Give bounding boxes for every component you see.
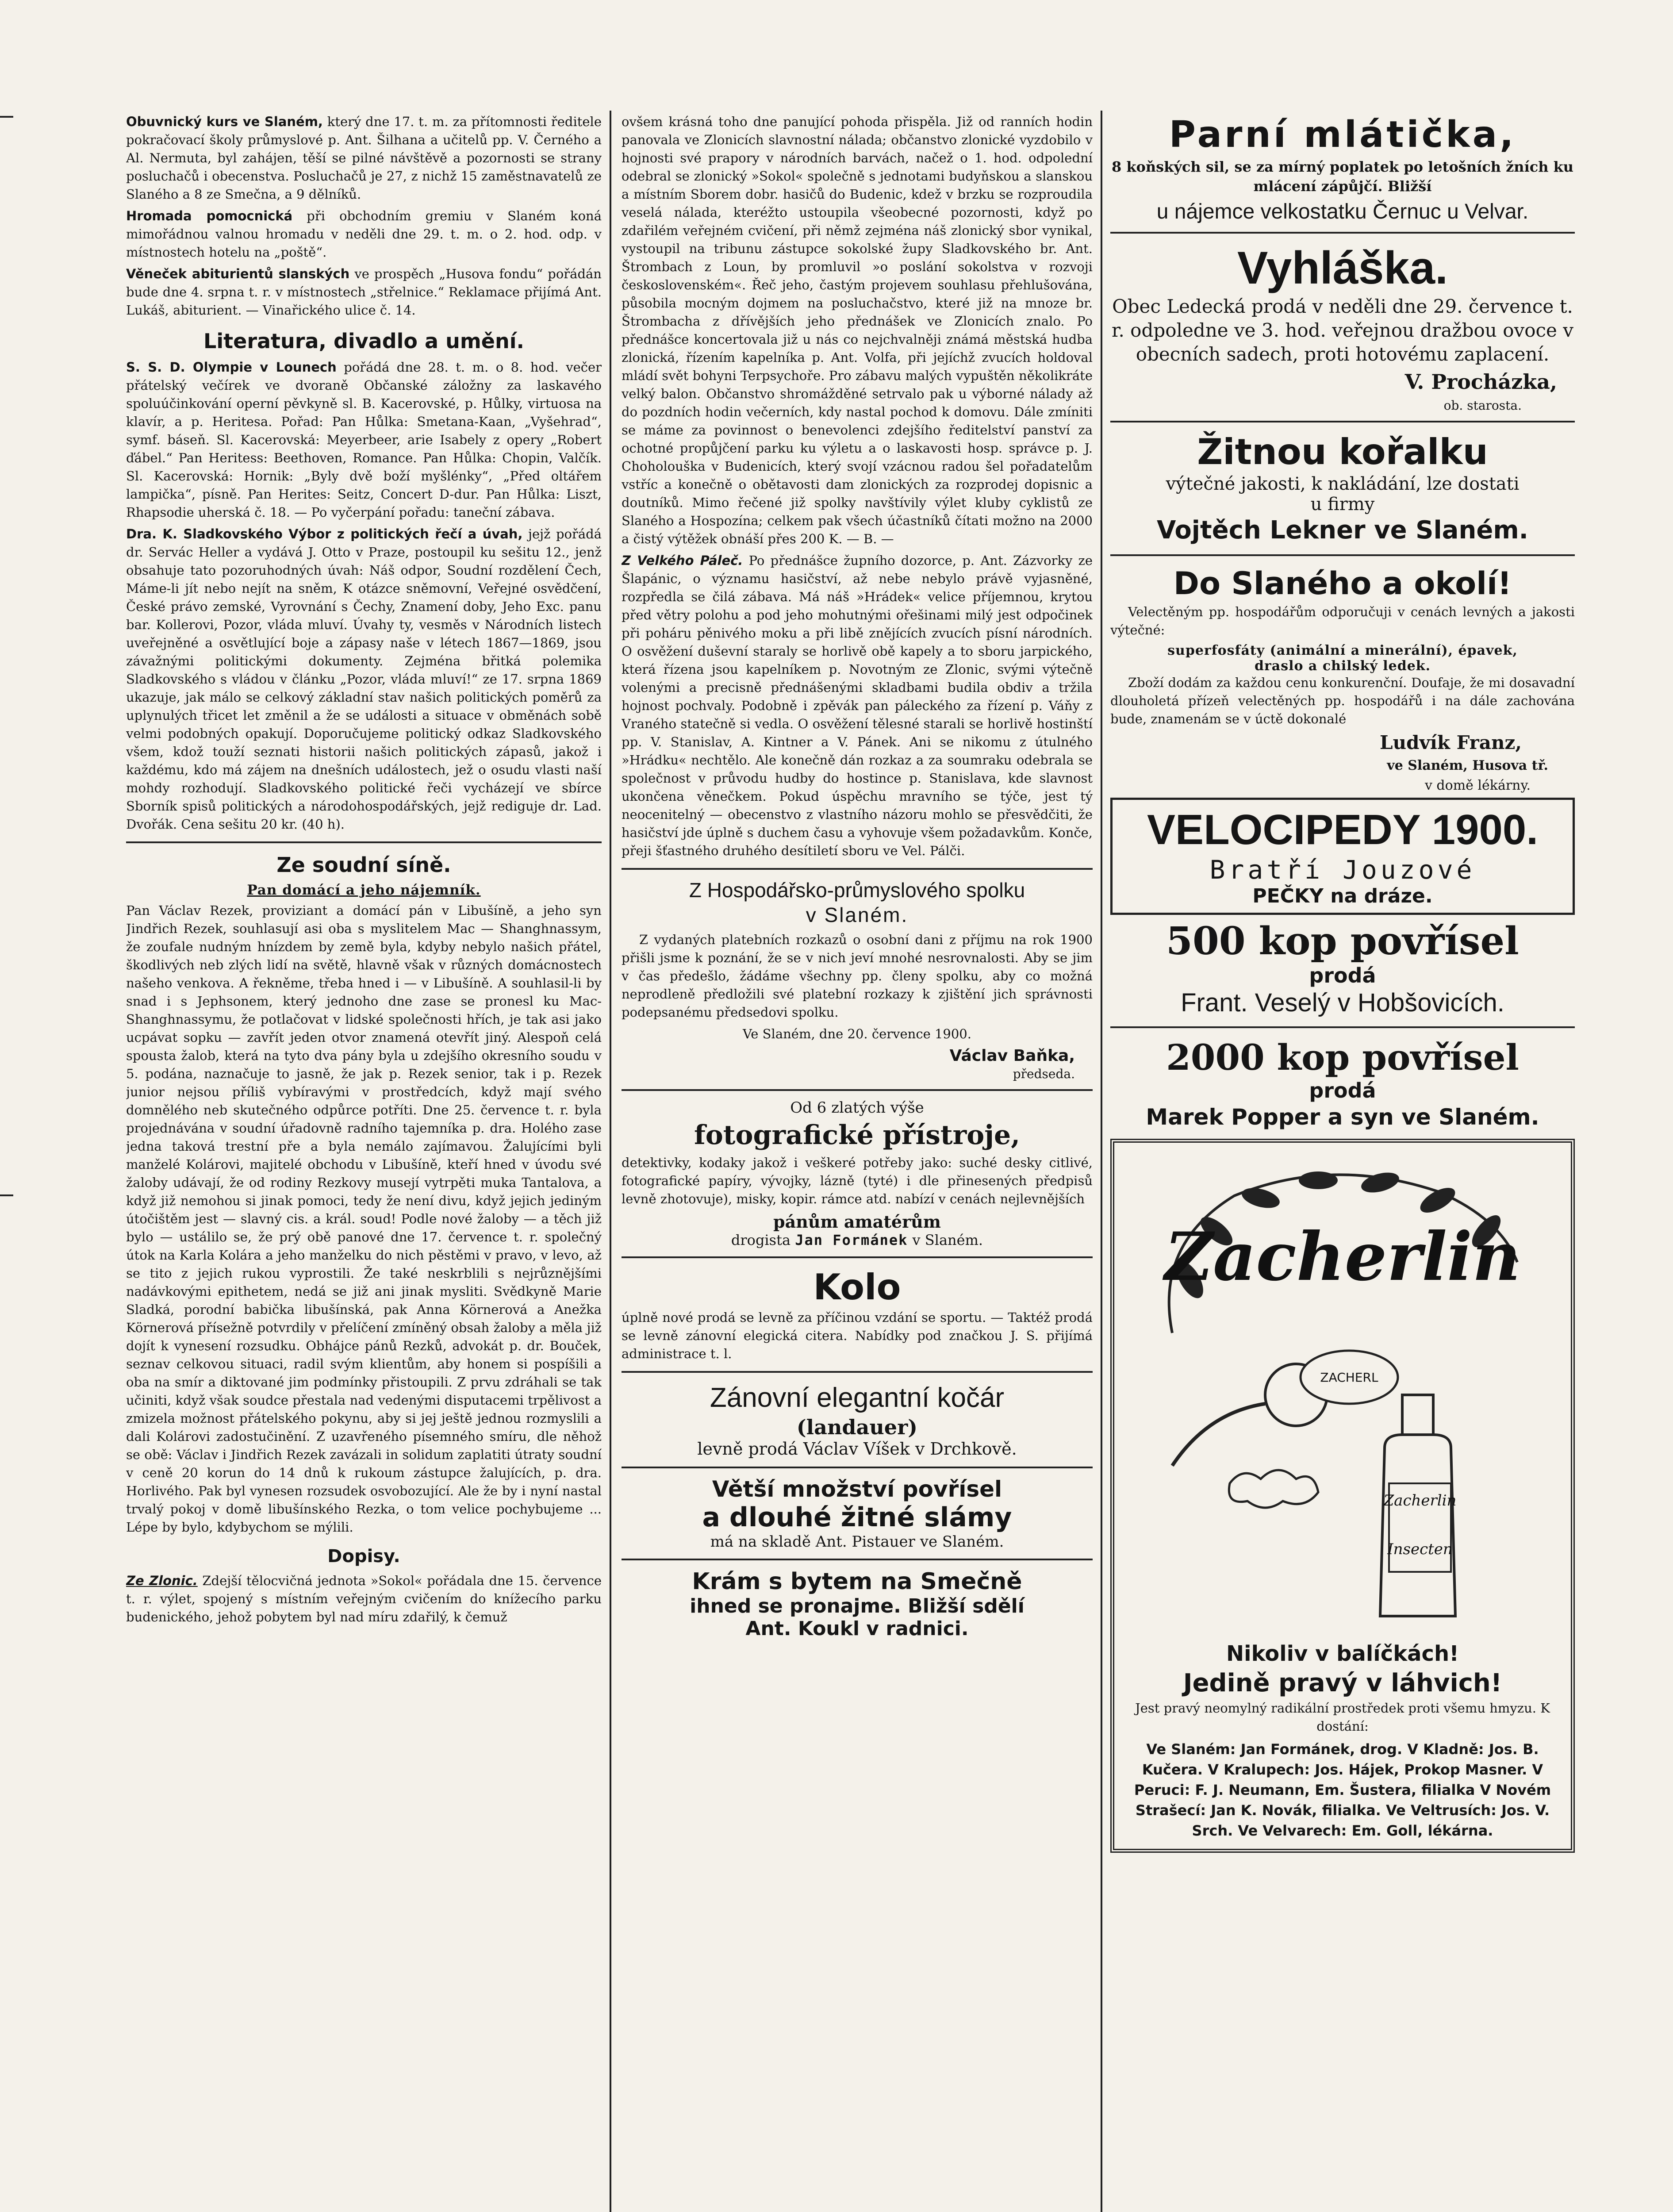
notice-title: v Slaném. — [806, 903, 909, 926]
ad-divider — [622, 1559, 1093, 1560]
ad-title: Vyhláška. — [1237, 242, 1448, 294]
ad-line: ihned se pronajme. Bližší sdělí — [690, 1595, 1025, 1617]
ad-line: prodá — [1309, 964, 1376, 987]
article-paragraph — [126, 525, 602, 833]
ad-line: u firmy — [1310, 494, 1375, 515]
ad-title: 500 kop povřísel — [1166, 919, 1519, 964]
notice-signer: V. Procházka, — [1404, 370, 1557, 394]
article-paragraph — [126, 358, 602, 522]
ad-povrisel — [622, 1476, 1093, 1551]
section-title-literature: Literatura, divadlo a umění. — [203, 329, 524, 353]
wreath-leaf — [1239, 1184, 1282, 1211]
literature-section — [126, 358, 602, 833]
column-rule — [610, 111, 611, 2212]
column-right — [1110, 113, 1575, 2212]
ad-firm: Vojtěch Lekner ve Slaném. — [1157, 516, 1528, 545]
article-lead: Dra. K. Sladkovského Výbor z politických řečí a úvah, — [126, 526, 523, 541]
ad-kocar — [622, 1381, 1093, 1459]
article-text: Zdejší tělocvičná jednota »Sokol« pořádala dne 15. července t. r. výlet, spojený s místním veřejným cvičením do knížecího parku budenického, jehož pobytem byl nad míru zdařilý, k čemuž — [126, 1573, 602, 1624]
wreath-leaf — [1359, 1169, 1401, 1196]
article-lead: Z Velkého Páleč. — [622, 553, 743, 568]
news-text: při obchodním gremiu v Slaném koná mimořádnou valnou hromadu v neděli dne 29. t. m. o 2. hod. odp. v místnostech hotelu na „poště“. — [126, 208, 602, 260]
ad-title: Krám s bytem na Smečně — [692, 1568, 1022, 1595]
ad-line: Nikoliv v balíčkách! — [1226, 1641, 1459, 1666]
notice-role: ob. starosta. — [1443, 398, 1522, 413]
ad-title: Kolo — [813, 1267, 901, 1308]
ad-text: Obec Ledecká prodá v neděli dne 29. července t. r. odpoledne ve 3. hod. veřejnou dražbou ovoce v obecních sadech, proti hotovému zaplacení. — [1112, 296, 1573, 365]
news-text: ve prospěch „Husova fondu“ pořádán bude dne 4. srpna t. r. v místnostech „střelnice.“ Reklamace přijímá Ant. Lukáš, abiturient. — Vinařického ulice č. 14. — [126, 266, 602, 318]
notice-role: předseda. — [1013, 1067, 1075, 1081]
ad-line: Ant. Koukl v radnici. — [745, 1617, 969, 1640]
ad-title: Žitnou kořalku — [1197, 431, 1488, 472]
ad-title: Parní mlátička, — [1169, 114, 1516, 156]
ad-address: v domě lékárny. — [1424, 778, 1531, 793]
ad-text: v Slaném. — [912, 1232, 983, 1248]
ad-line: Od 6 zlatých výše — [790, 1099, 924, 1117]
ad-firm: Marek Popper a syn ve Slaném. — [1146, 1104, 1539, 1130]
ad-title: Do Slaného a okolí! — [1173, 565, 1512, 602]
article-lead: S. S. D. Olympie v Lounech — [126, 360, 337, 375]
ad-address: ve Slaném, Husova tř. — [1387, 758, 1548, 773]
ad-divider — [622, 1089, 1093, 1091]
bottle-label-text: Zacherlin — [1383, 1492, 1457, 1509]
section-title-letters: Dopisy. — [327, 1546, 400, 1567]
ad-firm: Jan Formánek — [795, 1232, 908, 1248]
wreath-leaf — [1299, 1171, 1338, 1189]
notice-spolek — [622, 878, 1093, 1081]
article-text: pořádá dne 28. t. m. o 8. hod. večer přátelský večírek ve dvoraně Občanské záložny za laskavého spoluúčinkování operní pěvkyně sl. B. Kacerovské, p. Hůlky, virtuosa na klavír, a p. Heritesa. Pořad: Pan Hůlka: Smetana-Kaan, „Vyšehrad“, symf. báseň. Sl. Kacerovská: Meyerbeer, arie Isabely z opery „Robert ďábel.“ Pan Heritess: Beethoven, Romance. Pan Hůlka: Chopin, Valčík. Sl. Kacerovská: Hornik: „Byly dvě boží myšlénky“, „Před oltářem lampička“, písně. Pan Herites: Seitz, Concert D-dur. Pan Hůlka: Liszt, Rhapsodie uherská č. 18. — Po vyčerpání pořadu: taneční zábava. — [126, 360, 602, 520]
section-title-court: Ze soudní síně. — [276, 853, 451, 877]
ad-zacherlin — [1110, 1139, 1575, 1853]
news-lead: Obuvnický kurs ve Slaném, — [126, 114, 323, 129]
ad-divider — [622, 1467, 1093, 1468]
notice-signer: Václav Baňka, — [949, 1047, 1075, 1065]
notice-dateline: Ve Slaném, dne 20. července 1900. — [743, 1026, 971, 1041]
article-paragraph — [622, 552, 1093, 860]
notice-text: Z vydaných platebních rozkazů o osobní dani z příjmu na rok 1900 přišli jsme k poznání, že se v nich jeví mnohé nesrovnalosti. Aby se jim v čas předešlo, žádáme všechny pp. členy spolku, aby co možná neprodleně předložili své platební rozkazy k zjištění jich správnosti podepsanému předsedovi spolku. — [622, 932, 1093, 1020]
article-subtitle: Pan domácí a jeho nájemník. — [247, 882, 481, 898]
ad-text: Velectěným pp. hospodářům odporučuji v cenách levných a jakosti výtečné: — [1110, 604, 1575, 637]
ad-firm: Bratří Jouzové — [1209, 855, 1476, 885]
ad-goods: superfosfáty (animální a minerální), épavek, — [1167, 643, 1518, 658]
spray-cloud — [1229, 1470, 1318, 1508]
ad-text: úplně nové prodá se levně za příčinou vzdání se sportu. — Taktéž prodá se levně zánovní elegická citera. Nabídky pod značkou J. S. přijímá administrace t. l. — [622, 1310, 1093, 1361]
ad-signer: Ludvík Franz, — [1380, 732, 1522, 753]
ad-divider — [1110, 232, 1575, 234]
court-section — [126, 902, 602, 1536]
ad-text: detektivky, kodaky jakož i veškeré potřeby jako: suché desky citlivé, fotografické papíry, vývojky, lázně (tyté) i dle přinesených předpisů levně zhotovuje), misky, kopir. rámce atd. nabízí v cenách nejlevnějších — [622, 1155, 1093, 1206]
ad-title: 2000 kop povřísel — [1166, 1037, 1519, 1078]
article-text: Po přednášce župního dozorce, p. Ant. Zázvorky ze Šlapánic, o významu hasičství, až nebe nebylo právě vyjasněné, rozpředla se čilá zábava. Má náš »Hrádek« velice příjemnou, krytou před větry polohu a pod jeho mohutnými ořešinami milý jest odpočinek při poháru pěnivého moku a při libě znějících zvucích písní národních. O osvěžení duševní staraly se horlivě obě kapely a to sboru jarpického, která řízena jsou kapelníkem p. Novotným ze Zlonic, svými výtečně volenými a precisně přednášenými skladbami budila obdiv a tržila hojnost pochvaly. Podobně i zpěvák pan páleckého za řízení p. Váňy z Vraného statečně si vedla. O osvěžení tělesné starali se horlivě hostinští pp. V. Stanislav, A. Kintner a V. Pánek. Ani se nikomu z útulného »Hrádku« nechtělo. Ale konečně dán rozkaz a za soumraku odebrala se společnost v průvodu hudby do hostince p. Stanislava, kde slavnost ukončena věnečkem. Pokud úspěchu mravního se týče, jest tý neocenitelný — obecenstvo z vlastního názoru mohlo se přesvědčiti, že hasičství jde úplně s duchem času a vyhovuje všem požadavkům. Konče, přeji šťastného druhého desítiletí sboru ve Vel. Pálči. — [622, 553, 1093, 858]
letters-continued — [622, 113, 1093, 860]
local-news — [126, 113, 602, 319]
notice-title: Z Hospodářsko-průmyslového spolku — [689, 879, 1025, 902]
ad-line: levně prodá Václav Víšek v Drchkově. — [697, 1439, 1017, 1459]
ad-kolo — [622, 1266, 1093, 1363]
article-text: jejž pořádá dr. Servác Heller a vydává J. Otto v Praze, postoupil ku sešitu 12., jenž obsahuje tato pozoruhodných úvah: Náš odpor, Soudní rozdělení Čech, Máme-li jít nebo nejít na sněm, K otázce sněmovní, Veřejné osvědčení, České právo zemské, Vyrovnání s Čechy, Znamení doby, Jeho Exc. panu bar. Kollerovi, Pozor, vláda mluví. Úvahy ty, vesměs v Národních listech uveřejněné a osvětlující boje a zápasy naše v létech 1867—1869, jsou závažnými politickými dokumenty. Zejména břitká polemika Sladkovského s vládou v článku „Pozor, vláda mluví!“ ze 17. srpna 1869 ukazuje, jak málo se celkový základní stav našich politických poměrů za uplynulých třicet let změnil a že se události a situace v obměnách sobě velmi podobných opakují. Doporučujeme politický odkaz Sladkovského všem, kdož touží seznati historii našich politických zápasů, jakož i každému, kdo má zájem na dnešních událostech, jež o osudu vlasti naší mohdy rozhodují. Sladkovského politické řeči vycházejí ve sbírce Sborník spisů politických a národohospodářských, jejž rediguje dr. Lad. Dvořák. Cena sešitu 20 kr. (40 h). — [126, 526, 602, 832]
ad-title: Větší množství povřísel — [712, 1476, 1002, 1502]
news-item — [126, 113, 602, 204]
ad-vesely — [1110, 919, 1575, 1018]
hand-arm — [1172, 1404, 1265, 1466]
ad-text: Zboží dodám za každou cenu konkurenční. Doufaje, že mi dosavadní dlouholetá přízeň velectěných pp. hospodářů i na dále zachována bude, znamenám se v úctě dokonalé — [1110, 675, 1575, 726]
ad-divider — [1110, 421, 1575, 422]
zacherlin-brand: Zacherlin — [1164, 1218, 1521, 1296]
ad-goods: draslo a chilský ledek. — [1254, 658, 1431, 674]
ad-line: prodá — [1309, 1079, 1376, 1102]
ad-line: u nájemce velkostatku Černuc u Velvar. — [1156, 200, 1529, 223]
ad-title: VELOCIPEDY 1900. — [1147, 806, 1538, 853]
ad-line: má na skladě Ant. Pistauer ve Slaném. — [710, 1533, 1004, 1551]
ad-title: a dlouhé žitné slámy — [702, 1502, 1012, 1533]
ad-line: (landauer) — [796, 1415, 918, 1439]
ad-title: fotografické přístroje, — [694, 1120, 1021, 1151]
ad-dealers: Ve Slaném: Jan Formánek, drog. V Kladně: Jos. B. Kučera. V Kralupech: Jos. Hájek, Prokop Masner. V Peruci: F. J. Neumann, Em. Šustera, filialka V Novém Strašecí: Jan K. Novák, filialka. Ve Veltrusích: Jos. V. Srch. Ve Velvarech: Em. Goll, lékárna. — [1134, 1741, 1551, 1839]
news-text: který dne 17. t. m. za přítomnosti ředitele pokračovací školy průmyslové p. Ant. Šilhana a učitelů pp. V. Černého a Al. Nermuta, byl zahájen, těší se pilné návštěvě a pozornosti se strany posluchačů i obecenstva. Posluchačů je 27, z nichž 15 zaměstnavatelů ze Slaného a 8 ze Smečna, a 9 dělníků. — [126, 114, 602, 202]
ad-title: Zánovní elegantní kočár — [710, 1382, 1005, 1413]
ad-vyhlaska — [1110, 242, 1575, 413]
article-text: Pan Václav Rezek, proviziant a domácí pán v Libušíně, a jeho syn Jindřich Rezek, souhlasují asi oba s myslitelem Mac — Shanghnassym, že zoufale nudným hnízdem by země byla, kdyby nebylo našich přátel, škodlivých neb zlých lidí na světě, hlavně však v různých domácnostech našeho venkova. A řekněme, třeba hned i — v Libušíně. A souhlasil-li by snad i s Jephsonem, který jednoho dne zase se pronesl ku Mac-Shanghnassymu, že potlačovat v lidské společnosti hřích, je tak asi jako ucpávat sopku — zavřít jeden otvor znamená otevřít jiný. Alespoň celá spousta žalob, která na tyto dva pány byla u zdejšího okresního soudu v 5. podána, naznačuje to jasně, že jak p. Rezek senior, tak i p. Rezek junior nejsou příliš vybíravými v prostředcích, když mají svého domnělého neb skutečného odpůrce potříti. Dne 25. července t. r. byla projednávána v soudní úřadovně radního tajemníka p. dra. Holého zase jedna taková trestní pře a byla nemálo zajímavou. Žalujícími byli manželé Kolárovi, majitelé obchodu v Libušíně, kteří hned v úvodu své žaloby udávají, že od rodiny Rezkovy musejí vytrpěti muka Tantalova, a když již nemohou si jinak pomoci, tedy že není divu, když jejich jediným útočištěm jest — slavný cis. a král. soud! Podle nové žaloby — a těch již bylo — ustálilo se, že prý obě panové dne 17. července t. r. společný útok na Karla Kolára a jeho manželku do nich pěstěmi v pravo, v levo, až se tito z jejich rukou vyprostili. Že také neskrblili s nejrůznějšími nadávkovými epithetem, nedá se již ani jinak mysliti. Svědkyně Marie Sladká, porodní babička libušínská, pak Anna Körnerová a Anežka Körnerová přísežně potvrdily v přelíčení zmíněný obsah žaloby a měla již dojít k vynesení rozsudku. Obhájce pánů Rezků, advokát p. dr. Bouček, seznav celkovou situaci, radil svým klientům, aby honem si pospíšili a oba na smír a diktované jim podmínky přistoupili. Z prvu zdráhali se tak učiniti, když však soudce přestala nad vedenými disputacemi trpělivost a zmizela možnost přátelského pokynu, aby si jej ještě jednou rozmyslili a dali Kolárovi zadostučinění. Z uzavřeného písemného smíru, dle něhož se obě: Václav i Jindřich Rezek zavázali in solidum zaplatiti útraty soudní v ceně 20 korun do 14 dnů k rukoum zástupce žalujících, p. dra. Horlivého. Pak byl vynesen rozsudek osvobozující. Ale že by i nyní nastal trvalý pokoj v domě libušínského Rezka, o tom velice pochybujeme ... Lépe by bylo, kdybychom se mýlili. — [126, 903, 602, 1535]
column-left — [126, 113, 602, 2212]
ad-divider — [622, 1256, 1093, 1258]
column-rule — [1101, 111, 1102, 2212]
ad-text: Jest pravý neomylný radikální prostředek proti všemu hmyzu. K dostání: — [1135, 1701, 1550, 1734]
section-divider — [622, 868, 1093, 870]
ad-velocipedy — [1110, 798, 1575, 915]
news-lead: Věneček abiturientů slanských — [126, 266, 350, 281]
ad-popper — [1110, 1036, 1575, 1132]
ad-divider — [1110, 1026, 1575, 1028]
news-item — [126, 265, 602, 319]
zacherlin-illustration — [1119, 1147, 1566, 1638]
bottle-label-text: Insecten — [1387, 1540, 1453, 1558]
ad-line: pánům amatérům — [773, 1212, 941, 1232]
ad-title: Jedině pravý v láhvich! — [1183, 1669, 1502, 1697]
column-middle — [622, 113, 1093, 2212]
ad-line: výtečné jakosti, k nakládání, lze dostati — [1166, 474, 1520, 494]
brand-oval-text: ZACHERL — [1320, 1370, 1378, 1385]
ad-franz — [1110, 564, 1575, 793]
ad-foto — [622, 1099, 1093, 1248]
ad-mlaticka — [1110, 113, 1575, 224]
ad-line: PEČKY na dráze. — [1252, 885, 1433, 907]
article-text: ovšem krásná toho dne panující pohoda přispěla. Již od ranních hodin panovala ve Zlonicích slavnostní nálada; občanstvo zlonické vyzdobilo v hojnosti své prapory v národních barvách, načež o 1. hod. odpolední odebral se zlonický »Sokol« společně s jednotami budyňskou a slanskou a místním Sborem dobr. hasičů do Budenic, kdež v brzku se rozproudila veselá nálada, kteréžto ustoupila všeobecné pozornosti, když po zdařilém veřejném cvičení, při němž zejména náš zlonický sbor vynikal, vystoupil na tribunu zástupce sokolské župy Sladkovského br. Ant. Štrombach z Loun, by promluvil »o poslání sokolstva v rozvoji československém«. Řeč jeho, častým projevem souhlasu přehlušována, působila mocným dojmem na posluchačstvo, které již na mnoze br. Štrombacha z dřívějších jeho přednášek ve Zlonicích znalo. Po přednášce koncertovala již u nás co nejchvalněji známá městská hudba zlonická, řízením kapelníka p. Ant. Volfa, při jejíchž zvucích holdoval mládí svět bohyni Terpsychoře. Pro zábavu malých vypuštěn několikráte velký balon. Občanstvo shromážděné setrvalo pak u výborné nálady až do pozdních hodin večerních, kdy nastal pochod k domovu. Dále zmíniti se máme za povinnost o benevolenci zdejšího ředitelství panství za ochotné propůjčení parku ku výletu a o laskavosti hosp. správce p. J. Choholouška v Budenicích, který svojí vzácnou radou šel pořadatelům vstříc a konečně o obětavosti dam zlonických za rozprodej dopisnic a doutníků. Mimo řečené již spolky navštívily výlet kluby cyklistů ze Slaného a Hospozína; celkem pak všech účastníků čítati možno na 2000 a čistý výtěžek obnáší přes 200 K. — B. — — [622, 114, 1093, 546]
ad-text: drogista — [731, 1232, 791, 1248]
ad-kram — [622, 1568, 1093, 1640]
article-paragraph — [126, 1572, 602, 1626]
margin-mark — [0, 116, 13, 118]
news-item — [126, 207, 602, 261]
ad-divider — [1110, 554, 1575, 556]
margin-mark — [0, 1194, 13, 1196]
ad-koralka — [1110, 430, 1575, 546]
ad-divider — [622, 1371, 1093, 1373]
article-lead: Ze Zlonic. — [126, 1573, 198, 1588]
ad-text: 8 koňských sil, se za mírný poplatek po letošních žních ku mlácení zápůjčí. Bližší — [1111, 158, 1574, 195]
section-divider — [126, 841, 602, 843]
ad-firm: Frant. Veselý v Hobšovicích. — [1181, 988, 1504, 1017]
letters-section — [126, 1572, 602, 1626]
news-lead: Hromada pomocnická — [126, 208, 293, 223]
